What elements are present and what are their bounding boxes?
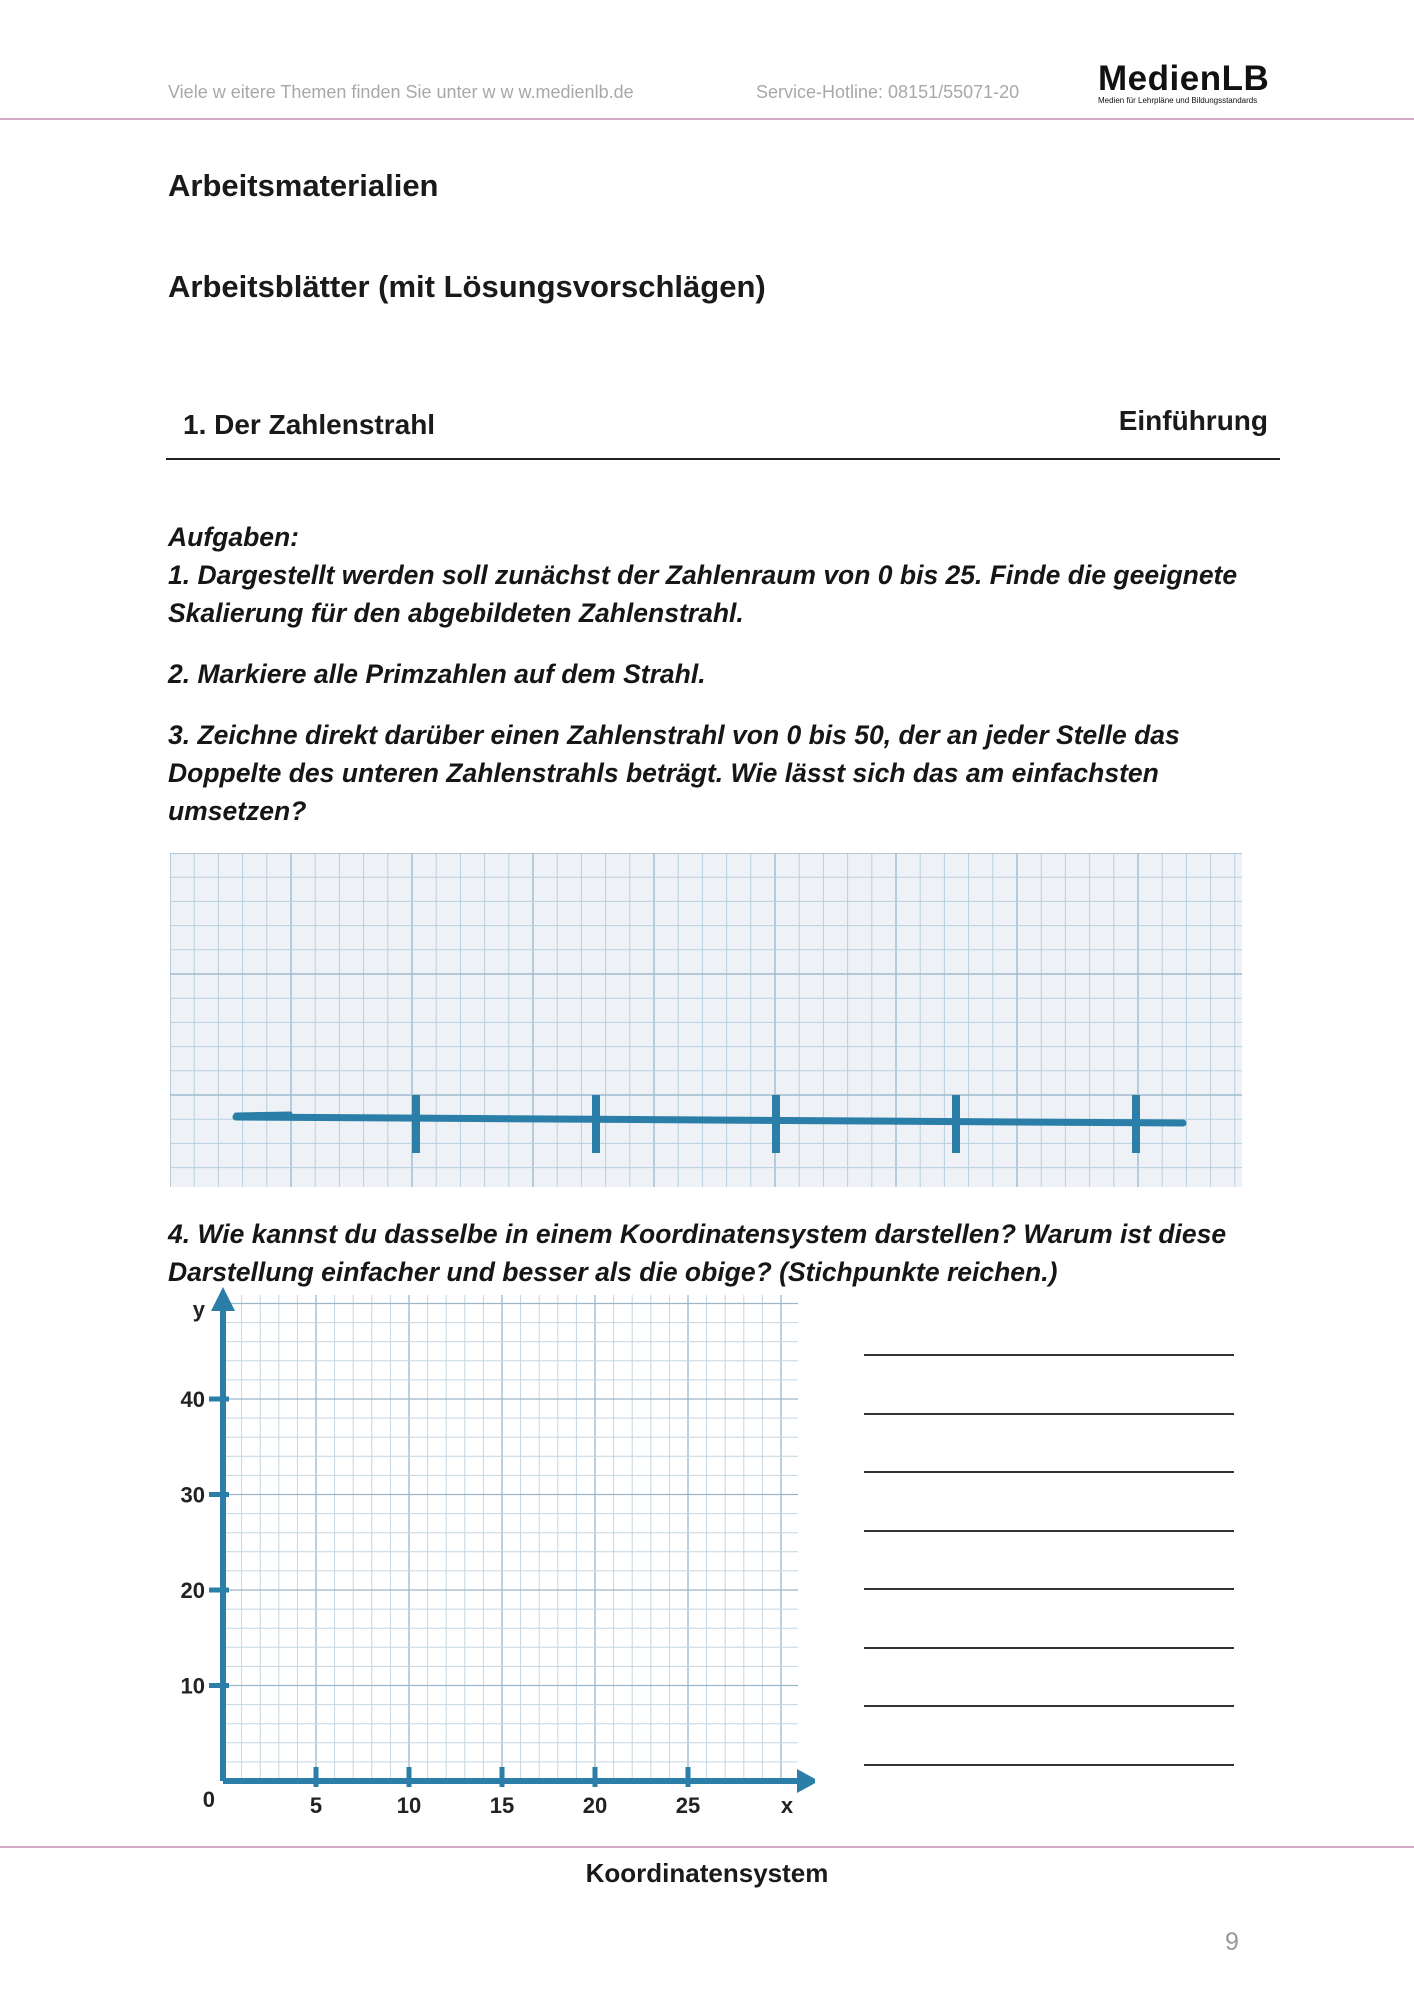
answer-line[interactable]: [864, 1413, 1234, 1415]
page-subheading: Arbeitsblätter (mit Lösungsvorschlägen): [168, 269, 766, 304]
y-tick-label: 10: [180, 1673, 205, 1699]
answer-line[interactable]: [864, 1764, 1234, 1766]
origin-label: 0: [202, 1787, 215, 1812]
medienlb-logo: [1098, 59, 1294, 106]
header-website-text: Viele w eitere Themen finden Sie unter w w w.medienlb.de: [168, 82, 634, 102]
y-axis-label: y: [192, 1297, 205, 1322]
tasks-heading: Aufgaben:: [168, 522, 300, 552]
number-line-figure: [170, 853, 1242, 1192]
answer-line[interactable]: [864, 1530, 1234, 1532]
grid-paper-background: [170, 853, 1242, 1187]
coordinate-grid: [223, 1295, 798, 1781]
task-1-text: 1. Dargestellt werden soll zunächst der Zahlenraum von 0 bis 25. Finde die geeignete Skalierung für den abgebildeten Zahlenstrahl.: [168, 560, 1238, 628]
number-line-grid: [170, 853, 1242, 1187]
task-4-text: 4. Wie kannst du dasselbe in einem Koordinatensystem darstellen? Warum ist diese Darstellung einfacher und besser als die obige? (Stichpunkte reichen.): [168, 1219, 1227, 1287]
answer-line[interactable]: [864, 1354, 1234, 1356]
logo-subtitle: Medien für Lehrpläne und Bildungsstandards: [1098, 96, 1258, 105]
coordinate-system-figure: [155, 1285, 815, 1830]
answer-line[interactable]: [864, 1588, 1234, 1590]
header-divider: [0, 118, 1414, 120]
task-3-text: 3. Zeichne direkt darüber einen Zahlenstrahl von 0 bis 50, der an jeder Stelle das Doppelte des unteren Zahlenstrahls beträgt. Wie lässt sich das am einfachsten umsetzen?: [168, 720, 1180, 826]
number-line-start: [236, 1114, 290, 1115]
answer-line[interactable]: [864, 1471, 1234, 1473]
x-axis-label: x: [780, 1793, 794, 1818]
coordinate-labels: [181, 1297, 794, 1818]
footer-divider: [0, 1846, 1414, 1848]
y-tick-label: 20: [180, 1578, 205, 1603]
x-tick-label: 15: [489, 1793, 515, 1818]
x-axis-arrow: [797, 1769, 815, 1793]
page-number: 9: [1225, 1928, 1239, 1956]
coordinate-axes: [209, 1287, 815, 1793]
task-2-text: 2. Markiere alle Primzahlen auf dem Strahl.: [168, 659, 706, 689]
y-tick-label: 30: [180, 1482, 205, 1508]
header-hotline: Service-Hotline: 08151/55071-20: [756, 82, 1020, 102]
coordinate-system: [155, 1285, 815, 1825]
section-divider: [166, 458, 1280, 460]
logo-title: MedienLB: [1098, 59, 1270, 98]
answer-line[interactable]: [864, 1647, 1234, 1649]
page-heading: Arbeitsmaterialien: [168, 168, 439, 203]
x-tick-label: 5: [309, 1793, 323, 1818]
footer-caption: Koordinatensystem: [585, 1858, 829, 1888]
section-tag: Einführung: [1118, 405, 1268, 436]
x-tick-label: 25: [675, 1793, 701, 1818]
answer-line[interactable]: [864, 1705, 1234, 1707]
y-tick-label: 40: [180, 1387, 205, 1412]
x-tick-label: 20: [582, 1793, 608, 1818]
x-tick-label: 10: [396, 1793, 422, 1818]
y-axis-arrow: [211, 1287, 235, 1311]
section-title: 1. Der Zahlenstrahl: [183, 409, 436, 440]
